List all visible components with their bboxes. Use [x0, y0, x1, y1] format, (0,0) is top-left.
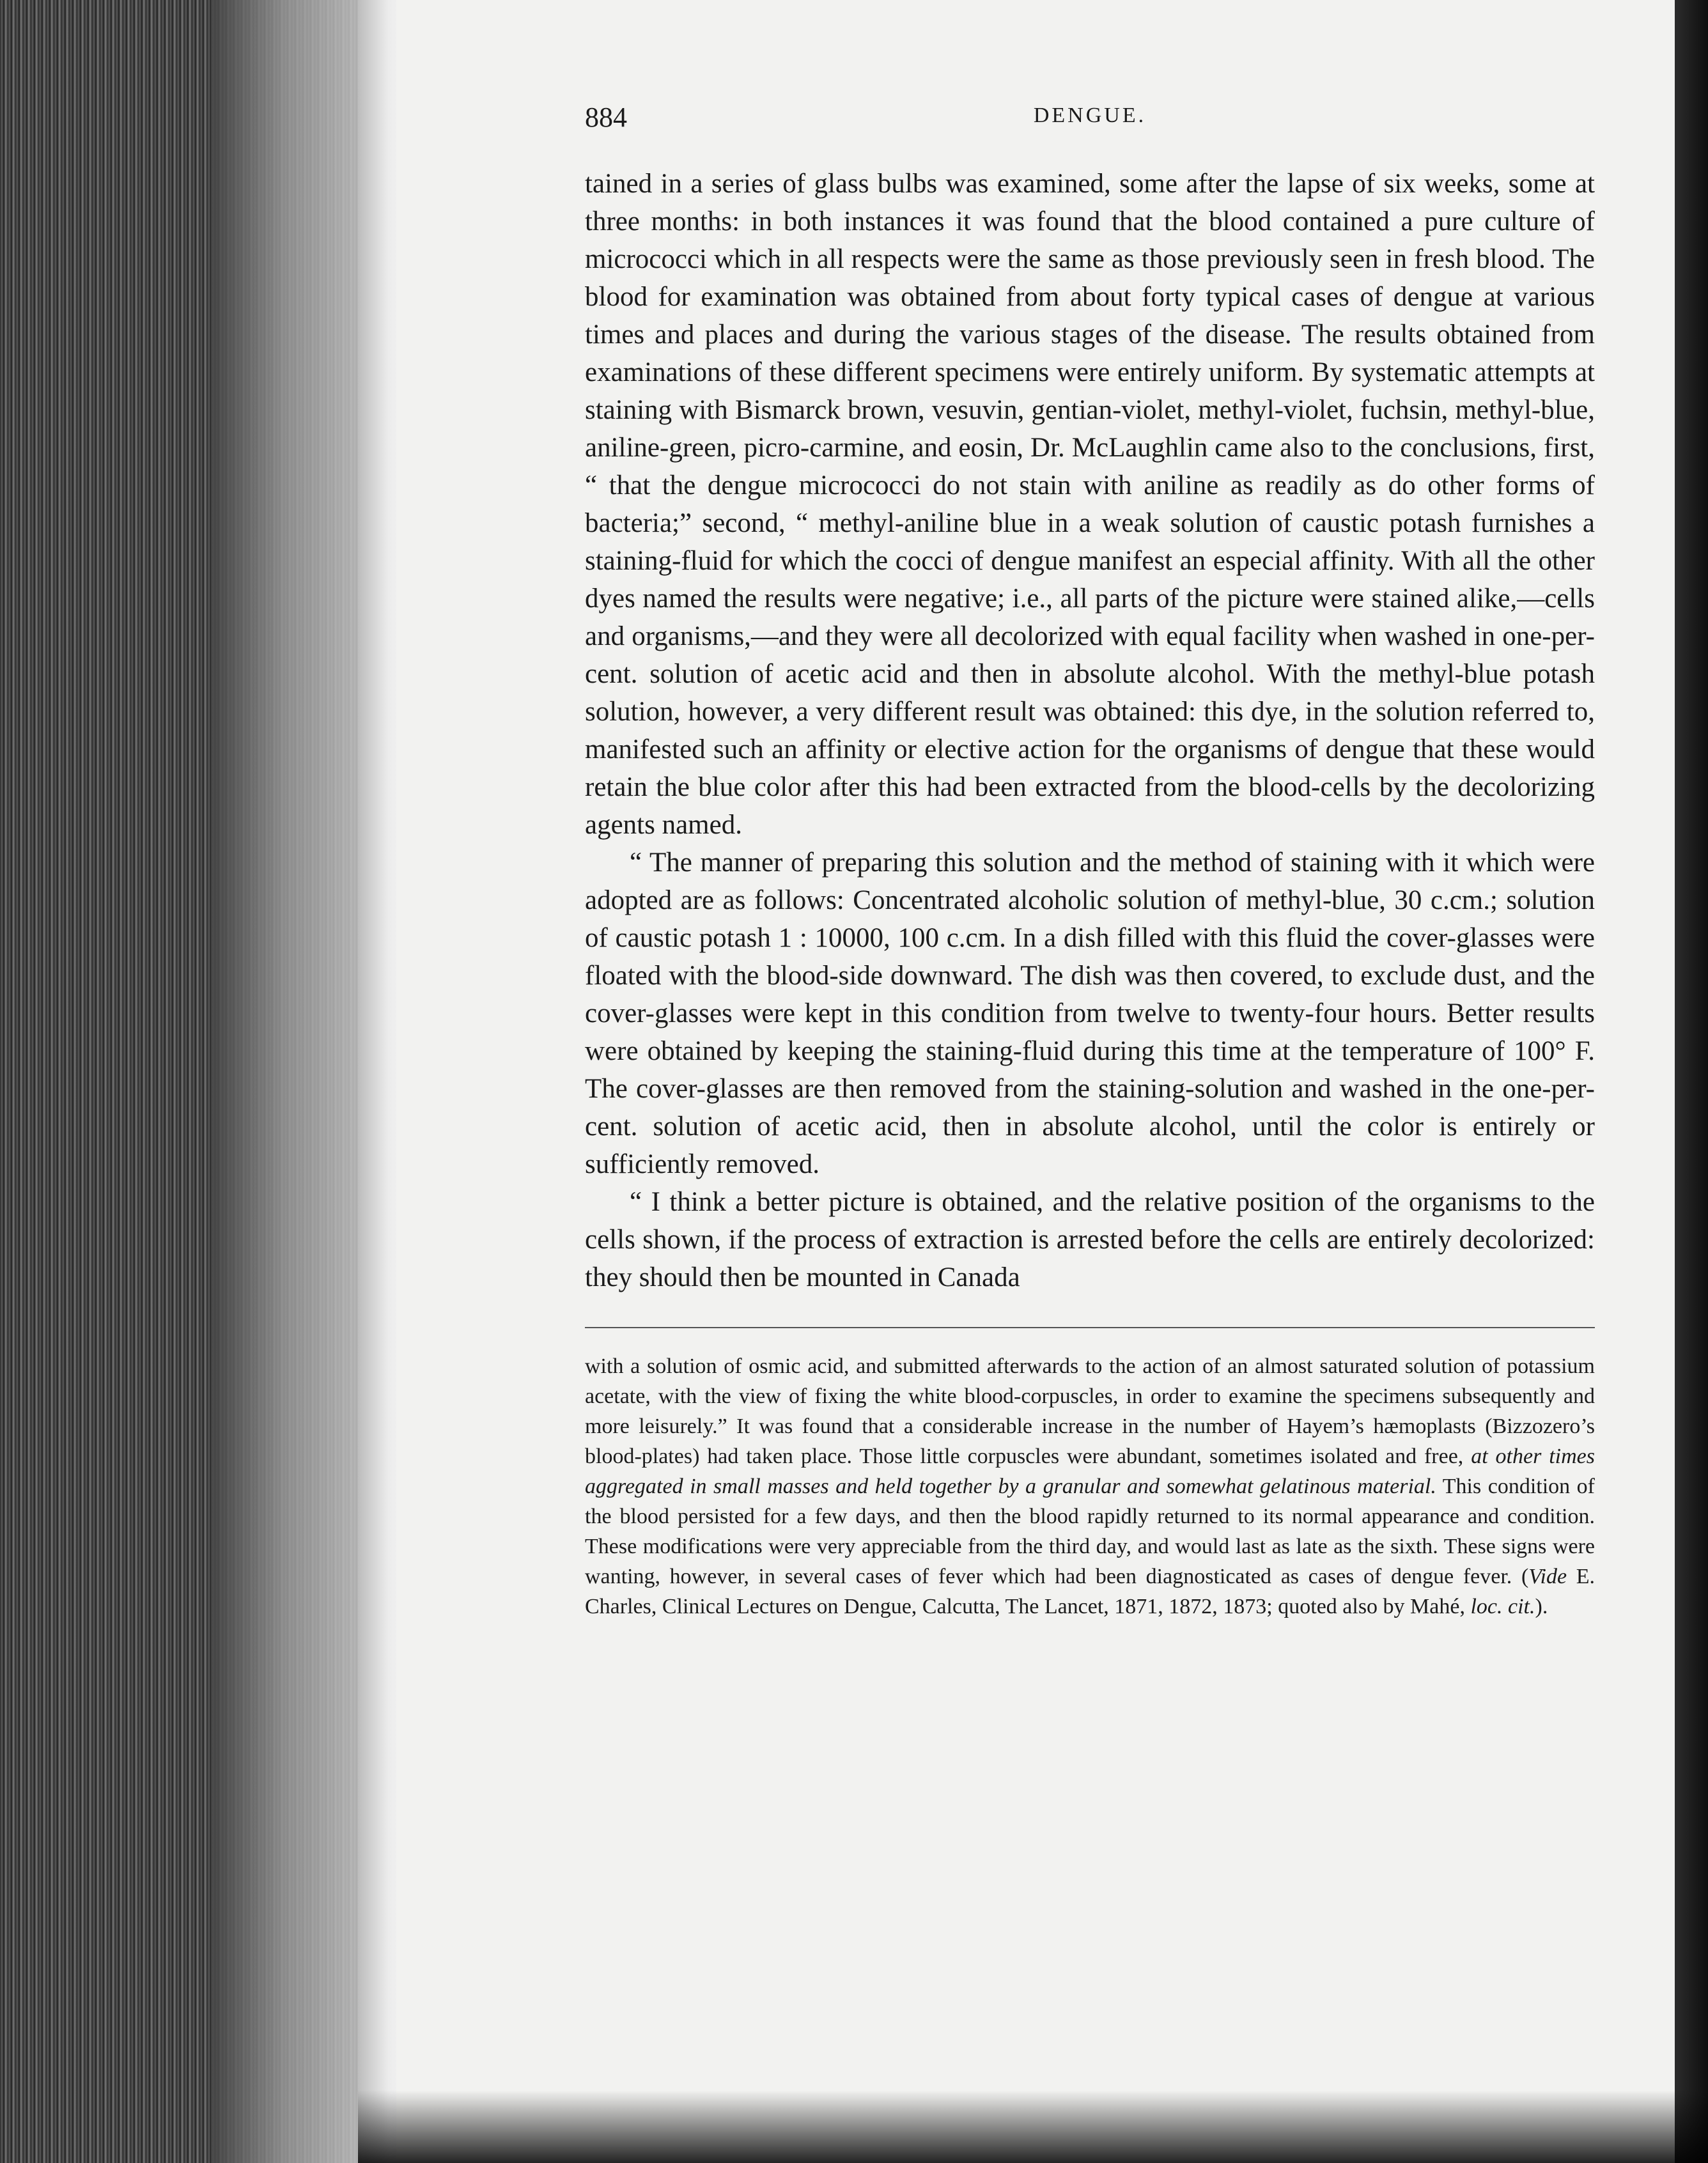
- bottom-shadow: [358, 2090, 1708, 2163]
- footnote-italic-text: loc. cit.: [1470, 1595, 1535, 1618]
- footnote-divider: [585, 1327, 1595, 1328]
- paragraph: tained in a series of glass bulbs was examined, some after the lapse of six weeks, some at three months: in both instances it was found that the blood contained a pure culture of micrococci which in all respects were the same as those previously seen in fresh blood. The blood for examination was obtained from about forty typical cases of dengue at various times and places and during the various stages of the disease. The results obtained from examinations of these different specimens were entirely uniform. By systematic attempts at staining with Bismarck brown, vesuvin, gentian-violet, methyl-violet, fuchsin, methyl-blue, aniline-green, picro-carmine, and eosin, Dr. McLaughlin came also to the conclusions, first, “ that the dengue micrococci do not stain with aniline as readily as do other forms of bacteria;” second, “ methyl-aniline blue in a weak solution of caustic potash furnishes a staining-fluid for which the cocci of dengue manifest an especial affinity. With all the other dyes named the results were negative; i.e., all parts of the picture were stained alike,—cells and organisms,—and they were all decolorized with equal facility when washed in one-per-cent. solution of acetic acid and then in absolute alcohol. With the methyl-blue potash solution, however, a very different result was obtained: this dye, in the solution referred to, manifested such an affinity or elective action for the organisms of dengue that these would retain the blue color after this had been extracted from the blood-cells by the decolorizing agents named.: [585, 169, 1595, 840]
- footnote-text: This condition of the blood persisted for a few days, and then the blood rapidly returned to its normal appearance and condition. These modifications were very appreciable from the third day, and would last as late as the sixth. These signs were wanting, however, in several cases of fever which had been diagnosticated as cases of dengue fever. (: [585, 1475, 1595, 1588]
- book-page-edges: [0, 0, 396, 2163]
- body-text: [585, 165, 1595, 1296]
- footnote-italic-text: at other times aggregated in small masses and held together by a granular and somewhat gelatinous material.: [585, 1445, 1595, 1498]
- footnote-paragraph: [585, 1351, 1595, 1622]
- page-content: [585, 96, 1595, 1622]
- footnote-text: E. Charles, Clinical Lectures on Dengue, Calcutta, The Lancet, 1871, 1872, 1873; quoted also by Mahé,: [585, 1565, 1595, 1618]
- running-head: DENGUE.: [1033, 104, 1147, 127]
- page-number: 884: [585, 102, 627, 133]
- footnote: [585, 1351, 1595, 1622]
- book-right-edge: [1675, 0, 1708, 2163]
- paragraph: “ The manner of preparing this solution and the method of staining with it which were adopted are as follows: Concentrated alcoholic solution of methyl-blue, 30 c.cm.; solution of caustic potash 1 : 10000, 100 c.cm. In a dish filled with this fluid the cover-glasses were floated with the blood-side downward. The dish was then covered, to exclude dust, and the cover-glasses were kept in this condition from twelve to twenty-four hours. Better results were obtained by keeping the staining-fluid during this time at the temperature of 100° F. The cover-glasses are then removed from the staining-solution and washed in the one-per-cent. solution of acetic acid, then in absolute alcohol, until the color is entirely or sufficiently removed.: [585, 848, 1595, 1179]
- footnote-text: with a solution of osmic acid, and submitted afterwards to the action of an almost saturated solution of potassium acetate, with the view of fixing the white blood-corpuscles, in order to examine the specimens subsequently and more leisurely.” It was found that a considerable increase in the number of Hayem’s hæmoplasts (Bizzozero’s blood-plates) had taken place. Those little corpuscles were abundant, sometimes isolated and free,: [585, 1354, 1595, 1468]
- page-header: [585, 96, 1595, 141]
- footnote-text: ).: [1535, 1595, 1548, 1618]
- paragraph: “ I think a better picture is obtained, and the relative position of the organisms to the cells shown, if the process of extraction is arrested before the cells are entirely decolorized: they should then be mounted in Canada: [585, 1187, 1595, 1292]
- footnote-italic-text: Vide: [1528, 1565, 1567, 1588]
